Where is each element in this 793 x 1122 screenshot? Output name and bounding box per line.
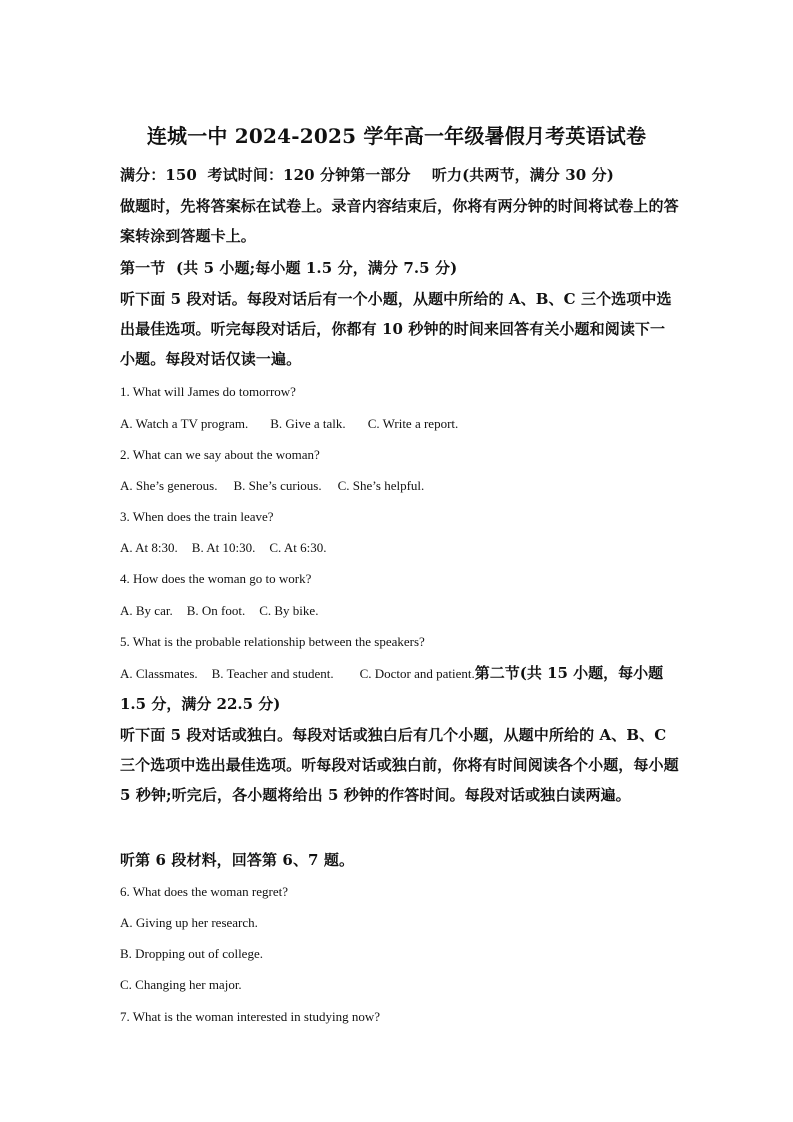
question-5: 5. What is the probable relationship between the speakers? [120,634,425,649]
section2-instructions: 听下面 5 段对话或独白。每段对话或独白后有几个小题，从题中所给的 A、B、C 三个选项中选出最佳选项。听每段对话或独白前，你将有时间阅读各个小题，每小题 5 秒钟;听完后，各小题将给出 5 秒钟的作答时间。每段对话或独白读两遍。 [120,726,679,804]
option-a: A. Watch a TV program. [120,416,249,431]
option-b: B. On foot. [186,603,246,618]
option-b: B. Teacher and student. [211,666,334,681]
option-c: C. At 6:30. [269,540,327,555]
question-6: 6. What does the woman regret? [120,884,288,899]
question-1-options [120,414,680,434]
question-6-option-c: C. Changing her major. [120,977,242,992]
question-4: 4. How does the woman go to work? [120,571,312,586]
option-a: A. Classmates. [120,666,198,681]
option-a: A. She’s generous. [120,478,218,493]
option-c: C. By bike. [259,603,319,618]
section1-instructions: 听下面 5 段对话。每段对话后有一个小题，从题中所给的 A、B、C 三个选项中选出最佳选项。听完每段对话后，你都有 10 秒钟的时间来回答有关小题和阅读下一小题。每段对话仅读一遍。 [120,290,672,368]
section1-header: 第一节 (共 5 小题;每小题 1.5 分，满分 7.5 分) [120,259,458,277]
option-c: C. She’s helpful. [337,478,425,493]
option-a: A. At 8:30. [120,540,178,555]
option-c: C. Write a report. [367,416,459,431]
question-3: 3. When does the train leave? [120,509,274,524]
question-7: 7. What is the woman interested in studying now? [120,1009,381,1024]
question-6-option-a: A. Giving up her research. [120,915,258,930]
question-6-option-b: B. Dropping out of college. [120,946,263,961]
score-time-line: 满分：150 考试时间：120 分钟第一部分 听力(共两节，满分 30 分) [120,166,614,184]
option-b: B. At 10:30. [191,540,256,555]
option-b: B. She’s curious. [233,478,322,493]
general-instructions: 做题时，先将答案标在试卷上。录音内容结束后，你将有两分钟的时间将试卷上的答案转涂到答题卡上。 [120,197,679,245]
exam-title: 连城一中 2024-2025 学年高一年级暑假月考英语试卷 [146,124,647,148]
question-2-options [120,476,680,496]
option-b: B. Give a talk. [270,416,346,431]
option-c: C. Doctor and patient. [359,666,475,681]
question-3-options [120,538,680,558]
question-1: 1. What will James do tomorrow? [120,384,296,399]
material-6-heading: 听第 6 段材料，回答第 6、7 题。 [120,851,355,869]
section2-header: 第二节(共 15 小题，每小题 1.5 分，满分 22.5 分) [120,664,664,713]
question-2: 2. What can we say about the woman? [120,447,320,462]
option-a: A. By car. [120,603,173,618]
question-4-options [120,601,680,621]
question-5-options-and-section2-header [120,658,680,720]
